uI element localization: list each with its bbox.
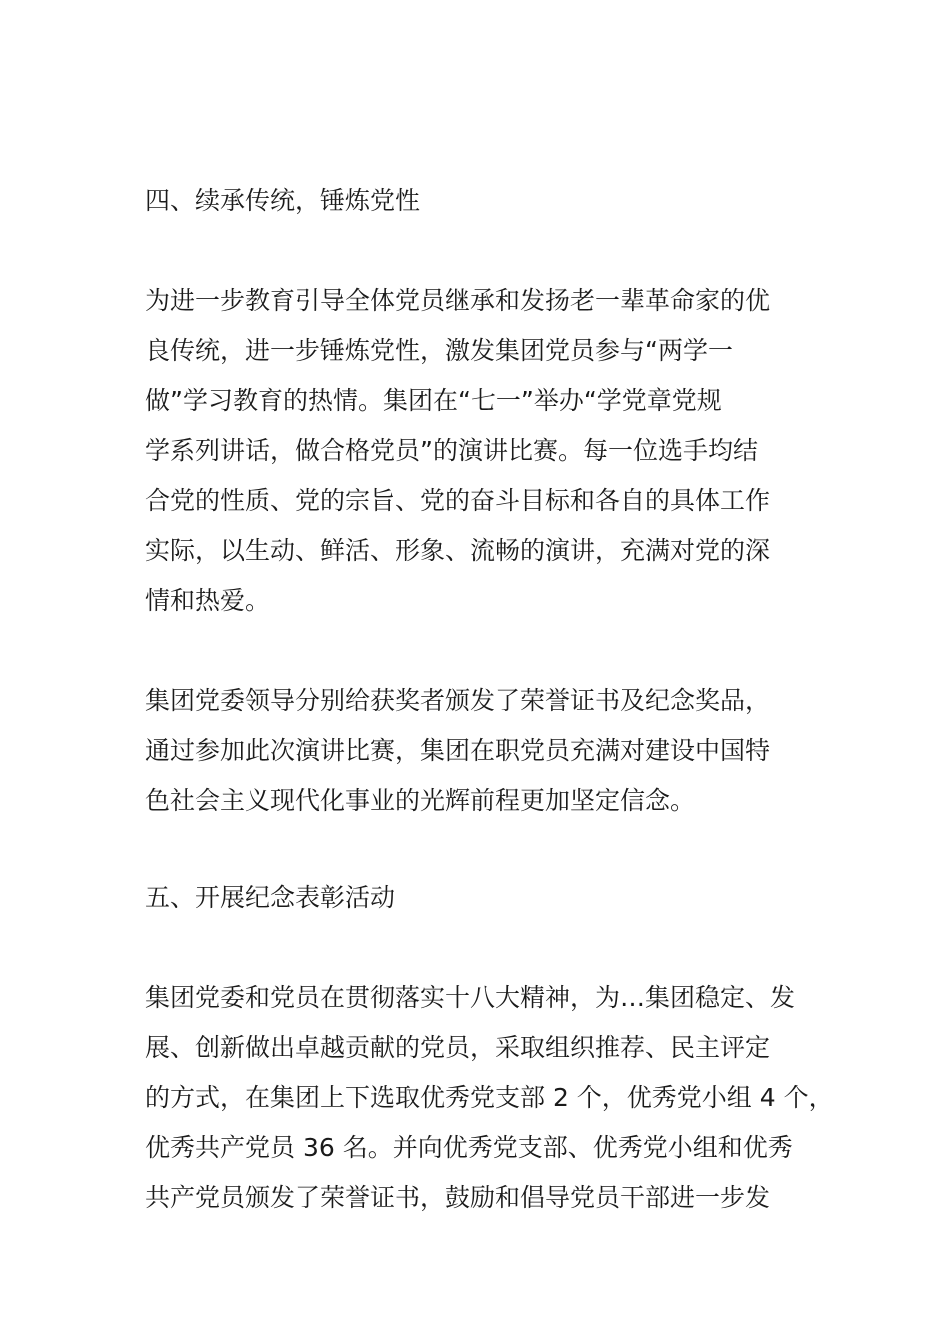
paragraph-line: 的方式，在集团上下选取优秀党支部 2 个，优秀党小组 4 个， (145, 1083, 834, 1112)
paragraph-line: 色社会主义现代化事业的光辉前程更加坚定信念。 (145, 786, 696, 815)
paragraph-line: 通过参加此次演讲比赛，集团在职党员充满对建设中国特 (145, 736, 771, 765)
paragraph-line: 共产党员颁发了荣誉证书，鼓励和倡导党员干部进一步发 (145, 1183, 771, 1212)
paragraph-line: 合党的性质、党的宗旨、党的奋斗目标和各自的具体工作 (145, 486, 771, 515)
paragraph-line: 优秀共产党员 36 名。并向优秀党支部、优秀党小组和优秀 (145, 1133, 793, 1162)
paragraph-line: 为进一步教育引导全体党员继承和发扬老一辈革命家的优 (145, 286, 771, 315)
section-heading-4: 四、续承传统，锤炼党性 (145, 186, 421, 215)
paragraph-line: 集团党委和党员在贯彻落实十八大精神，为…集团稳定、发 (145, 983, 796, 1012)
paragraph-line: 做”学习教育的热情。集团在“七一”举办“学党章党规 (145, 386, 722, 415)
paragraph-line: 良传统，进一步锤炼党性，激发集团党员参与“两学一 (145, 336, 733, 365)
paragraph-line: 学系列讲话，做合格党员”的演讲比赛。每一位选手均结 (145, 436, 758, 465)
section-heading-5: 五、开展纪念表彰活动 (145, 883, 396, 912)
paragraph-line: 集团党委领导分别给获奖者颁发了荣誉证书及纪念奖品， (145, 686, 771, 715)
paragraph-commendation (145, 973, 834, 1223)
paragraph-party-spirit (145, 276, 815, 626)
paragraph-line: 实际，以生动、鲜活、形象、流畅的演讲，充满对党的深 (145, 536, 771, 565)
paragraph-line: 情和热爱。 (145, 586, 271, 615)
paragraph-line: 展、创新做出卓越贡献的党员，采取组织推荐、民主评定 (145, 1033, 771, 1062)
paragraph-awards (145, 676, 815, 826)
